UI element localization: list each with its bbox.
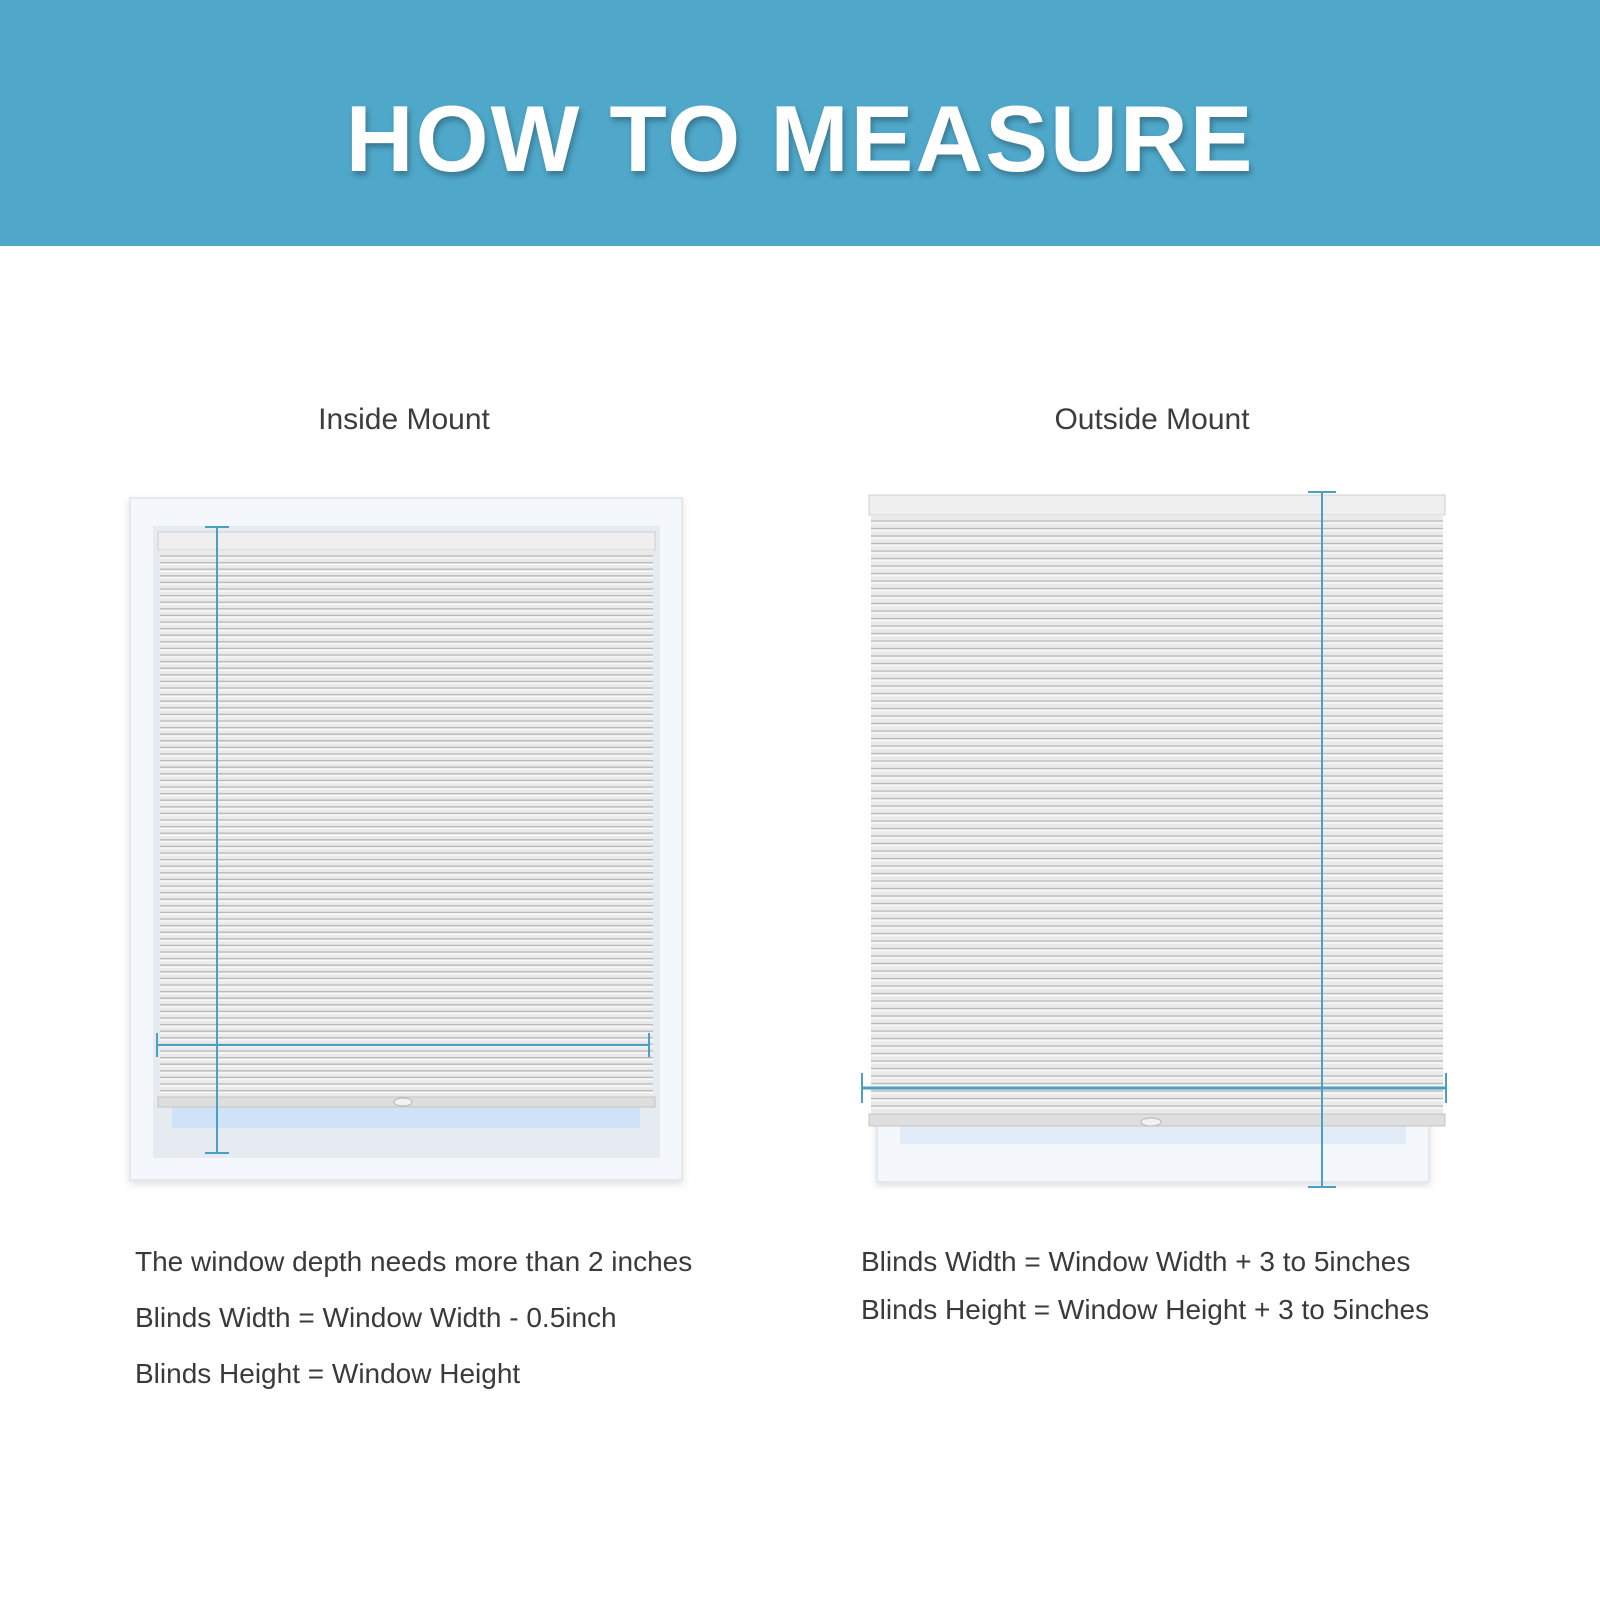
inside-mount-label: Inside Mount [318, 403, 490, 436]
inside-note-height: Blinds Height = Window Height [135, 1358, 521, 1389]
inside-mount-illustration [130, 498, 682, 1180]
inside-shade-fabric [160, 550, 653, 1105]
outside-note-height: Blinds Height = Window Height + 3 to 5inches [861, 1294, 1430, 1325]
inside-shade-headrail [158, 532, 655, 550]
outside-shade-handle [1141, 1118, 1161, 1126]
outside-mount-illustration [862, 492, 1446, 1187]
page-title: HOW TO MEASURE [345, 86, 1255, 191]
outside-shade-headrail [869, 495, 1445, 515]
inside-note-width: Blinds Width = Window Width - 0.5inch [135, 1302, 617, 1333]
inside-shade-handle [394, 1098, 412, 1106]
outside-window-glass [900, 1124, 1406, 1144]
outside-note-width: Blinds Width = Window Width + 3 to 5inches [861, 1246, 1411, 1277]
outside-mount-label: Outside Mount [1054, 403, 1250, 436]
inside-note-depth: The window depth needs more than 2 inches [135, 1246, 693, 1277]
